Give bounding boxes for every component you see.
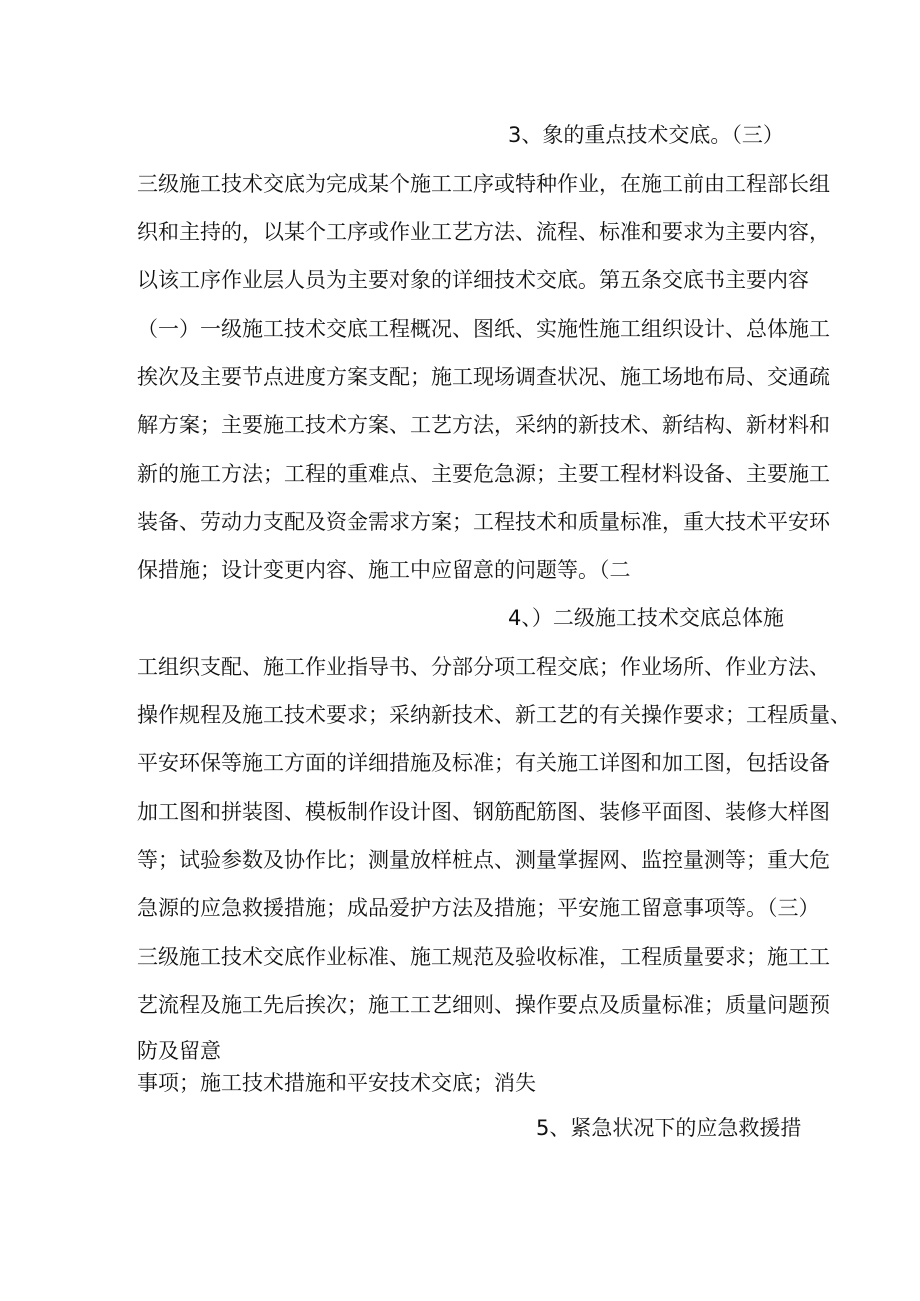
section-heading-3: 3、象的重点技术交底。（三） (508, 123, 784, 147)
paragraph-line: 三级施工技术交底作业标准、施工规范及验收标准，工程质量要求；施工工 (137, 945, 830, 969)
section-heading-4: 4、）二级施工技术交底总体施 (508, 606, 784, 630)
paragraph-line: 工组织支配、施工作业指导书、分部分项工程交底；作业场所、作业方法、 (137, 655, 830, 679)
paragraph-line: 新的施工方法；工程的重难点、主要危急源；主要工程材料设备、主要施工 (137, 462, 830, 486)
section-heading-5: 5、紧急状况下的应急救援措 (536, 1116, 802, 1140)
paragraph-line: 操作规程及施工技术要求；采纳新技术、新工艺的有关操作要求；工程质量、 (137, 703, 851, 727)
paragraph-line: 防及留意 (137, 1039, 221, 1063)
paragraph-line: 艺流程及施工先后挨次；施工工艺细则、操作要点及质量标准；质量问题预 (137, 993, 830, 1017)
paragraph-line: 事项；施工技术措施和平安技术交底；消失 (137, 1071, 536, 1095)
paragraph-line: 织和主持的，以某个工序或作业工艺方法、流程、标准和要求为主要内容， (137, 220, 830, 244)
paragraph-line: 急源的应急救援措施；成品爱护方法及措施；平安施工留意事项等。（三） (137, 896, 820, 920)
paragraph-line: 平安环保等施工方面的详细措施及标准；有关施工详图和加工图，包括设备 (137, 751, 830, 775)
paragraph-line: 保措施；设计变更内容、施工中应留意的问题等。（二 (137, 558, 631, 582)
paragraph-line: 三级施工技术交底为完成某个施工工序或特种作业，在施工前由工程部长组 (137, 172, 830, 196)
paragraph-line: 装备、劳动力支配及资金需求方案；工程技术和质量标准，重大技术平安环 (137, 510, 830, 534)
paragraph-line: （一）一级施工技术交底工程概况、图纸、实施性施工组织设计、总体施工 (137, 317, 830, 341)
paragraph-line: 加工图和拼装图、模板制作设计图、钢筋配筋图、装修平面图、装修大样图 (137, 800, 830, 824)
paragraph-line: 以该工序作业层人员为主要对象的详细技术交底。第五条交底书主要内容 (137, 268, 809, 292)
paragraph-line: 解方案；主要施工技术方案、工艺方法，采纳的新技术、新结构、新材料和 (137, 413, 830, 437)
paragraph-line: 等；试验参数及协作比；测量放样桩点、测量掌握网、监控量测等；重大危 (137, 848, 830, 872)
paragraph-line: 挨次及主要节点进度方案支配；施工现场调查状况、施工场地布局、交通疏 (137, 365, 830, 389)
